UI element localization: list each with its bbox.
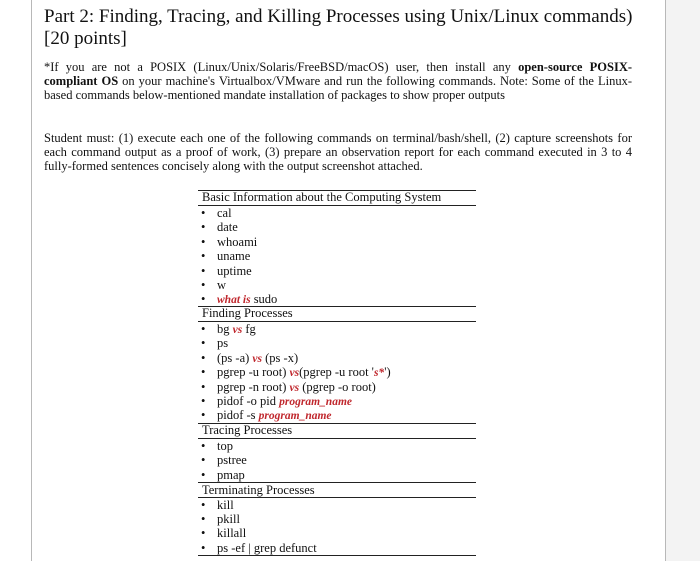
bullet-icon: •: [201, 408, 206, 422]
bullet-icon: •: [201, 380, 206, 394]
list-item: [201, 512, 240, 526]
section-heading-tracing: Tracing Processes: [202, 423, 293, 437]
list-item: [201, 394, 352, 408]
highlight-text: what is: [217, 294, 251, 306]
command-text: pgrep -n root): [217, 380, 290, 394]
section-heading-basic: Basic Information about the Computing System: [202, 190, 442, 204]
highlight-text: s*: [373, 367, 385, 379]
highlight-text: program_name: [258, 410, 332, 422]
command-text: pidof -s: [217, 408, 259, 422]
bullet-icon: •: [201, 264, 206, 278]
command-text: pstree: [217, 453, 247, 467]
vs-text: vs: [289, 367, 300, 379]
list-item: [201, 206, 232, 220]
list-item: [201, 249, 250, 263]
list-item: [201, 322, 256, 336]
command-text: ps -ef | grep defunct: [217, 541, 317, 555]
side-margin: [666, 0, 700, 561]
section-heading-finding: Finding Processes: [202, 306, 293, 320]
list-item: [201, 351, 298, 365]
page-title: Part 2: Finding, Tracing, and Killing Processes using Unix/Linux commands) [20 points]: [44, 6, 633, 49]
vs-text: vs: [289, 382, 300, 394]
list-item: [201, 278, 226, 292]
vs-text: vs: [232, 324, 243, 336]
list-item: [201, 264, 252, 278]
list-item: [201, 292, 277, 306]
command-text: sudo: [250, 292, 278, 306]
list-item: [201, 408, 332, 422]
bullet-icon: •: [201, 512, 206, 526]
bullet-icon: •: [201, 278, 206, 292]
command-text: kill: [217, 498, 234, 512]
list-item: [201, 220, 238, 234]
command-text: pidof -o pid: [217, 394, 280, 408]
instructions-paragraph: Student must: (1) execute each one of the following commands on terminal/bash/shell, (2) capture screenshots for each command output as a proof of work, (3) prepare an observation report for each command executed in 3 to 4 fully-formed sentences concisely along with the output screenshot attached.: [44, 131, 632, 174]
command-text: pkill: [217, 512, 240, 526]
bullet-icon: •: [201, 235, 206, 249]
bullet-icon: •: [201, 439, 206, 453]
table-rule: [198, 497, 476, 498]
bullet-icon: •: [201, 468, 206, 482]
intro-bold: open-source POSIX-compliant OS: [44, 60, 633, 89]
command-text: bg: [217, 322, 233, 336]
command-text: (pgrep -o root): [299, 380, 376, 394]
command-text: ps: [217, 336, 229, 350]
command-text: (ps -x): [262, 351, 299, 365]
command-text: whoami: [217, 235, 258, 249]
list-item: [201, 526, 246, 540]
command-text: w: [217, 278, 227, 292]
command-text: fg: [242, 322, 256, 336]
list-item: [201, 336, 228, 350]
list-item: [201, 541, 317, 555]
command-text: pgrep -u root): [217, 365, 290, 379]
command-text: date: [217, 220, 238, 234]
table-rule: [198, 555, 476, 556]
bullet-icon: •: [201, 206, 206, 220]
bullet-icon: •: [201, 220, 206, 234]
command-text: cal: [217, 206, 232, 220]
command-text: (ps -a): [217, 351, 253, 365]
bullet-icon: •: [201, 249, 206, 263]
vs-text: vs: [252, 353, 262, 365]
list-item: [201, 439, 233, 453]
bullet-icon: •: [201, 453, 206, 467]
bullet-icon: •: [201, 351, 206, 365]
command-text: top: [217, 439, 233, 453]
bullet-icon: •: [201, 292, 206, 306]
command-text: killall: [217, 526, 247, 540]
command-text: (pgrep -u root ': [299, 365, 374, 379]
command-text: uptime: [217, 264, 252, 278]
command-text: uname: [217, 249, 251, 263]
command-text: '): [384, 365, 391, 379]
bullet-icon: •: [201, 365, 206, 379]
list-item: [201, 498, 234, 512]
command-text: pmap: [217, 468, 245, 482]
bullet-icon: •: [201, 336, 206, 350]
bullet-icon: •: [201, 322, 206, 336]
bullet-icon: •: [201, 394, 206, 408]
bullet-icon: •: [201, 498, 206, 512]
list-item: [201, 453, 247, 467]
section-heading-terminating: Terminating Processes: [202, 483, 315, 497]
list-item: [201, 380, 376, 394]
list-item: [201, 235, 257, 249]
list-item: [201, 468, 245, 482]
intro-suffix: on your machine's Virtualbox/VMware and run the following commands. Note: Some of the Linux-based commands below-mentioned mandate installation of packages to show proper outputs: [44, 74, 632, 103]
table-rule: [198, 438, 476, 439]
bullet-icon: •: [201, 526, 206, 540]
bullet-icon: •: [201, 541, 206, 555]
intro-prefix: *If you are not a POSIX (Linux/Unix/Solaris/FreeBSD/macOS) user, then install any: [44, 60, 519, 74]
highlight-text: program_name: [279, 396, 352, 408]
intro-paragraph: [44, 60, 632, 103]
table-rule: [198, 205, 476, 206]
list-item: [201, 365, 391, 379]
